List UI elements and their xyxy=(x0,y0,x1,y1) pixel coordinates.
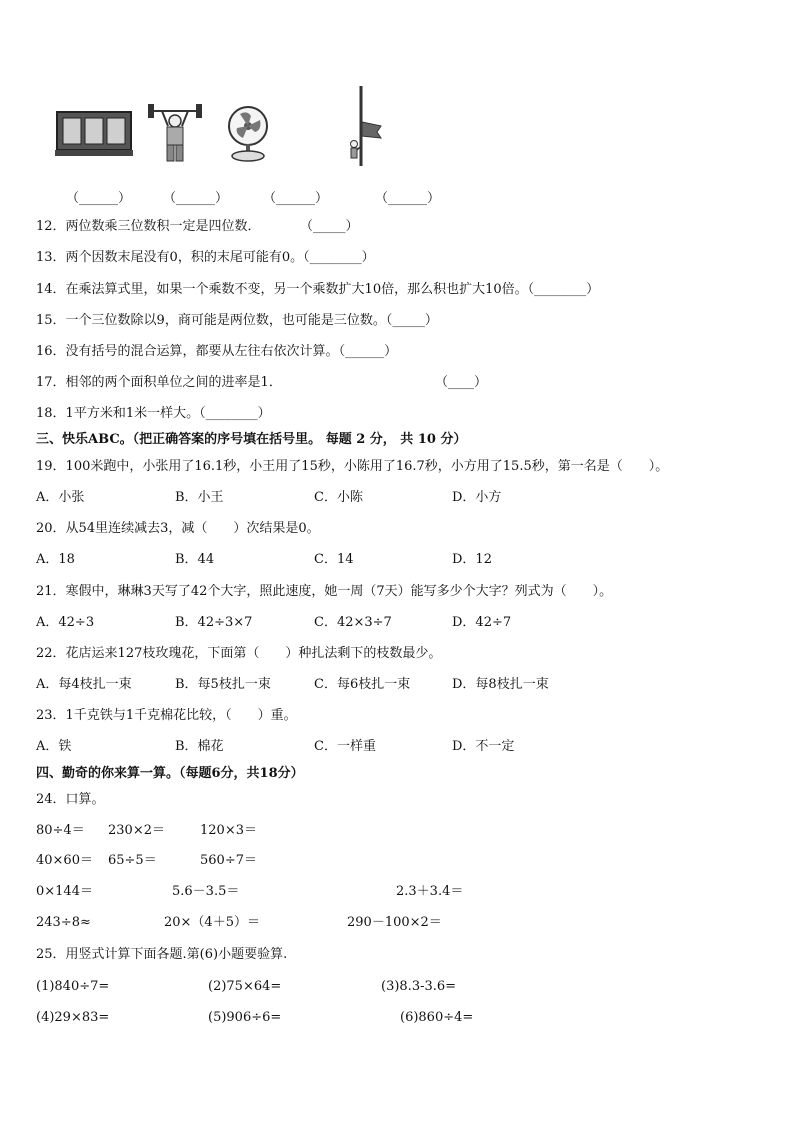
option-22-c[interactable]: C．每6枝扎一束 xyxy=(314,677,411,692)
option-23-b[interactable]: B．棉花 xyxy=(175,739,224,754)
vertical-calc-item: (6)860÷4= xyxy=(400,1010,474,1025)
option-19-b[interactable]: B．小王 xyxy=(175,490,224,505)
mental-calc-item: 65÷5＝ xyxy=(108,853,157,868)
vertical-calc-item: (2)75×64= xyxy=(208,979,282,994)
option-23-c[interactable]: C．一样重 xyxy=(314,739,376,754)
vertical-calc-item: (4)29×83= xyxy=(36,1010,110,1025)
question-text: 两位数乘三位数积一定是四位数． xyxy=(65,219,261,234)
mental-calc-item: 290－100×2＝ xyxy=(347,915,442,930)
option-21-a[interactable]: A．42÷3 xyxy=(36,615,95,630)
answer-blank-16[interactable]: （______） xyxy=(338,344,398,359)
vertical-calc-item: (5)906÷6= xyxy=(208,1010,282,1025)
question-number: 13． xyxy=(36,250,66,265)
question-20-stem: 20．从54里连续减去3，减（ ）次结果是0。 xyxy=(36,521,320,536)
question-text: 一个三位数除以9，商可能是两位数，也可能是三位数。 xyxy=(65,313,386,328)
question-text: 在乘法算式里，如果一个乘数不变，另一个乘数扩大10倍，那么积也扩大10倍。 xyxy=(65,282,528,297)
option-22-d[interactable]: D．每8枝扎一束 xyxy=(452,677,549,692)
question-number: 16． xyxy=(36,344,66,359)
question-22-stem: 22．花店运来127枝玫瑰花，下面第（ ）种扎法剩下的枝数最少。 xyxy=(36,646,442,661)
question-13 xyxy=(36,250,375,266)
window-picture xyxy=(55,110,133,162)
question-15 xyxy=(36,313,438,329)
mental-calc-item: 243÷8≈ xyxy=(36,915,91,930)
answer-blank-17[interactable]: （____） xyxy=(435,375,488,390)
picture-blank-4[interactable]: （______） xyxy=(375,191,441,206)
option-23-d[interactable]: D．不一定 xyxy=(452,739,515,754)
mental-calc-item: 40×60＝ xyxy=(36,853,93,868)
option-21-d[interactable]: D．42÷7 xyxy=(452,615,512,630)
option-20-a[interactable]: A．18 xyxy=(36,552,75,567)
question-23-stem: 23．1千克铁与1千克棉花比较，（ ）重。 xyxy=(36,708,297,723)
question-12 xyxy=(36,219,261,235)
question-text: 相邻的两个面积单位之间的进率是1． xyxy=(65,375,282,390)
mental-calc-item: 2.3＋3.4＝ xyxy=(396,884,464,899)
option-22-a[interactable]: A．每4枝扎一束 xyxy=(36,677,132,692)
answer-blank-14[interactable]: （________） xyxy=(527,282,600,297)
option-20-b[interactable]: B．44 xyxy=(175,552,215,567)
question-17 xyxy=(36,375,282,391)
question-text: 1平方米和1米一样大。 xyxy=(65,406,200,421)
answer-blank-12[interactable]: （_____） xyxy=(300,219,359,234)
option-20-c[interactable]: C．14 xyxy=(314,552,354,567)
section-3-title: 三、快乐ABC。（把正确答案的序号填在括号里。 每题 2 分， 共 10 分） xyxy=(36,432,467,447)
option-23-a[interactable]: A．铁 xyxy=(36,739,72,754)
mental-calc-item: 5.6－3.5＝ xyxy=(172,884,240,899)
vertical-calc-item: (1)840÷7= xyxy=(36,979,110,994)
picture-blank-2[interactable]: （______） xyxy=(163,191,229,206)
question-number: 15． xyxy=(36,313,66,328)
question-text: 两个因数末尾没有0，积的末尾可能有0。 xyxy=(65,250,304,265)
answer-blank-13[interactable]: （________） xyxy=(303,250,375,265)
question-text: 没有括号的混合运算，都要从左往右依次计算。 xyxy=(65,344,339,359)
picture-blank-1[interactable]: （______） xyxy=(66,191,132,206)
question-16 xyxy=(36,344,397,360)
question-number: 14． xyxy=(36,282,66,297)
answer-blank-18[interactable]: （________） xyxy=(199,406,271,421)
mental-calc-item: 560÷7＝ xyxy=(200,853,257,868)
section-4-title: 四、勤奇的你来算一算。（每题6分，共18分） xyxy=(36,766,304,781)
option-21-b[interactable]: B．42÷3×7 xyxy=(175,615,253,630)
fan-picture xyxy=(225,104,271,166)
question-18 xyxy=(36,406,271,422)
option-22-b[interactable]: B．每5枝扎一束 xyxy=(175,677,271,692)
mental-calc-item: 120×3＝ xyxy=(200,823,257,838)
mental-calc-item: 20×（4＋5）＝ xyxy=(164,915,260,930)
question-number: 12． xyxy=(36,219,66,234)
weightlifter-picture xyxy=(144,100,206,168)
option-19-c[interactable]: C．小陈 xyxy=(314,490,363,505)
mental-calc-item: 230×2＝ xyxy=(108,823,165,838)
question-number: 17． xyxy=(36,375,66,390)
question-14 xyxy=(36,282,599,298)
question-number: 18． xyxy=(36,406,66,421)
question-21-stem: 21．寒假中，琳琳3天写了42个大字，照此速度，她一周（7天）能写多少个大字？列式为（ ）。 xyxy=(36,584,613,599)
question-24-title: 24．口算。 xyxy=(36,792,105,807)
question-19-stem: 19．100米跑中，小张用了16.1秒，小王用了15秒，小陈用了16.7秒，小方用了15.5秒，第一名是（ ）。 xyxy=(36,459,669,474)
option-20-d[interactable]: D．12 xyxy=(452,552,492,567)
mental-calc-item: 0×144＝ xyxy=(36,884,93,899)
flagpole-picture xyxy=(345,84,385,172)
picture-blank-3[interactable]: （______） xyxy=(263,191,329,206)
option-19-d[interactable]: D．小方 xyxy=(452,490,502,505)
option-21-c[interactable]: C．42×3÷7 xyxy=(314,615,392,630)
question-25-title: 25．用竖式计算下面各题.第(6)小题要验算. xyxy=(36,947,288,962)
answer-blank-15[interactable]: （_____） xyxy=(385,313,438,328)
mental-calc-item: 80÷4＝ xyxy=(36,823,85,838)
vertical-calc-item: (3)8.3-3.6= xyxy=(381,979,457,994)
option-19-a[interactable]: A．小张 xyxy=(36,490,85,505)
